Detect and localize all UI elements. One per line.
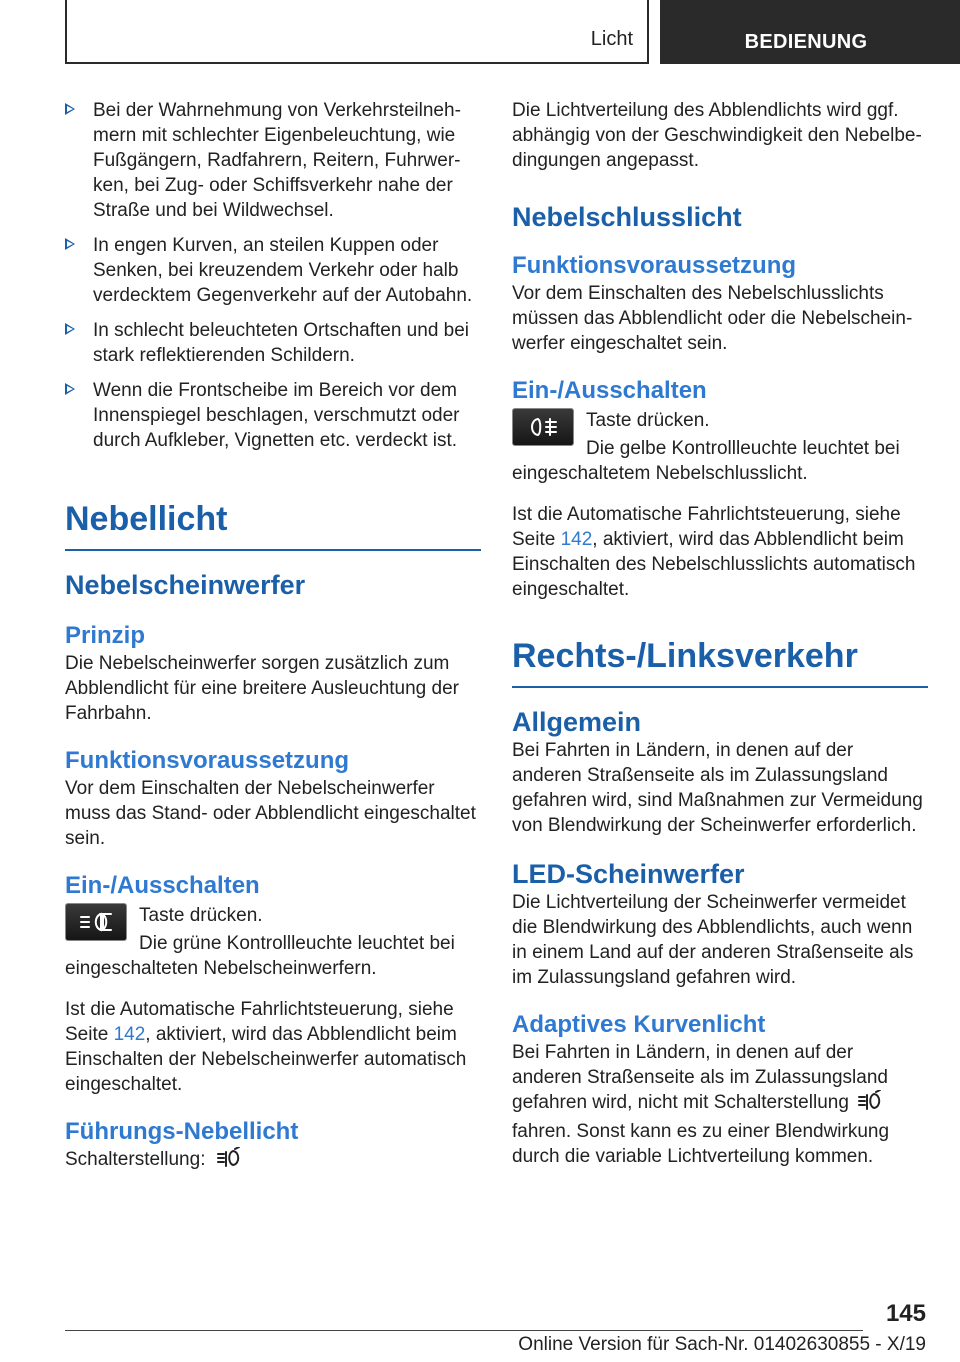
heading-rechts-linksverkehr: Rechts-/Linksverkehr	[512, 636, 928, 688]
front-fog-light-button-icon	[65, 903, 127, 941]
heading-prinzip: Prinzip	[65, 622, 146, 649]
list-item-text: In engen Kurven, an steilen Kuppen oder Senken, bei kreuzendem Verkehr oder halb verdecktem Gegenverkehr auf der Autobahn.	[93, 235, 473, 306]
allgemein-text: Bei Fahrten in Ländern, in denen auf der anderen Straßenseite als im Zulassungsland gefahren wird, sind Maßnahmen zur Vermeidung von Blendwirkung der Scheinwerfer erforderlich.	[512, 740, 923, 836]
prinzip-text: Die Nebelscheinwerfer sorgen zusätzlich zum Abblendlicht für eine breitere Ausleuchtung der Fahrbahn.	[65, 653, 459, 724]
header-section-box	[65, 0, 649, 64]
schalterstellung-text: Schalterstellung:	[65, 1147, 481, 1176]
kontroll-text-1: Die grüne Kontrollleuchte leuchtet bei	[139, 933, 455, 954]
heading-nebellicht: Nebellicht	[65, 499, 481, 551]
list-item	[65, 98, 481, 223]
left-column	[65, 98, 481, 1176]
triangle-bullet-icon	[65, 103, 75, 115]
heading-ein-ausschalten: Ein-/Ausschalten	[65, 872, 260, 899]
page-link-142-right[interactable]: 142	[560, 529, 593, 550]
triangle-bullet-icon	[65, 238, 75, 250]
fog-light-switch-icon	[858, 1090, 884, 1119]
auto-fahrlicht-text: Ist die Automatische Fahrlichtsteuerung, siehe Seite 142, aktiviert, wird das Abblendlicht beim Einschalten der Nebelscheinwerfer automatisch eingeschaltet.	[65, 999, 467, 1095]
footer-divider	[65, 1330, 863, 1331]
list-item-text: Wenn die Frontscheibe im Bereich vor dem Innenspiegel beschlagen, verschmutzt oder durch Aufkleber, Vignetten etc. verdeckt ist.	[93, 380, 460, 451]
header-chapter-tab: BEDIENUNG	[660, 0, 960, 64]
heading-nebelscheinwerfer: Nebelscheinwerfer	[65, 570, 306, 600]
kontroll-nsl-text-1: Die gelbe Kontrollleuchte leuchtet bei	[586, 438, 900, 459]
page-number: 145	[885, 1300, 926, 1327]
list-item	[65, 233, 481, 308]
auto-fahrlicht-nsl-text: Ist die Automatische Fahrlichtsteuerung, siehe Seite 142, aktiviert, wird das Abblendlicht beim Einschalten des Nebelschlusslichts automatisch eingeschaltet.	[512, 504, 916, 600]
heading-led-scheinwerfer: LED-Scheinwerfer	[512, 859, 745, 889]
funktion-text: Vor dem Einschalten der Nebelscheinwerfer muss das Stand- oder Abblendlicht eingeschaltet sein.	[65, 778, 476, 849]
fog-light-switch-icon	[217, 1147, 243, 1176]
taste-druecken-text: Taste drücken.	[139, 905, 263, 926]
taste-druecken-nsl-text: Taste drücken.	[586, 410, 710, 431]
list-item	[65, 318, 481, 368]
kontroll-text-2: eingeschalteten Nebelscheinwerfern.	[65, 958, 377, 979]
heading-funktionsvoraussetzung-nsl: Funktionsvoraussetzung	[512, 252, 797, 279]
heading-adaptives-kurvenlicht: Adaptives Kurvenlicht	[512, 1011, 766, 1038]
triangle-bullet-icon	[65, 383, 75, 395]
list-item-text: In schlecht beleuchteten Ortschaften und bei stark reflektierenden Schildern.	[93, 320, 470, 366]
list-item	[65, 378, 481, 453]
triangle-bullet-icon	[65, 323, 75, 335]
heading-nebelschlusslicht: Nebelschlusslicht	[512, 202, 742, 232]
header-section-title: Licht	[590, 28, 633, 50]
heading-funktionsvoraussetzung: Funktionsvoraussetzung	[65, 747, 350, 774]
footer-text: Online Version für Sach-Nr. 01402630855 - X/19	[518, 1334, 926, 1355]
led-text: Die Lichtverteilung der Scheinwerfer vermeidet die Blendwirkung des Abblendlichts, auch wenn in einem Land auf der anderen Straßenseite als im Zulassungsland gefahren wird.	[512, 892, 914, 988]
funktion-nsl-text: Vor dem Einschalten des Nebelschlusslichts müssen das Abblendlicht oder die Nebelscheinwerfer eingeschaltet sein.	[512, 283, 913, 354]
heading-fuehrungs-nebellicht: Führungs-Nebellicht	[65, 1118, 299, 1145]
list-item-text: Bei der Wahrnehmung von Verkehrsteilnehmern mit schlechter Eigenbeleuchtung, wie Fußgängern, Radfahrern, Reitern, Fuhrwerken, bei Zug- oder Schiffsverkehr nahe der Straße und bei Wildwechsel.	[93, 100, 461, 221]
right-column	[512, 98, 928, 1169]
kontroll-nsl-text-2: eingeschaltetem Nebelschlusslicht.	[512, 463, 808, 484]
adaptiv-text: Bei Fahrten in Ländern, in denen auf der anderen Straßenseite als im Zulassungsland gefahren wird, nicht mit Schalterstellung fahren. Sonst kann es zu einer Blendwirkung durch die variable Lichtverteilung kommen.	[512, 1042, 890, 1167]
fog-light-button-row	[65, 903, 481, 956]
rear-fog-button-row	[512, 408, 928, 461]
heading-allgemein: Allgemein	[512, 707, 642, 737]
heading-ein-ausschalten-nsl: Ein-/Ausschalten	[512, 377, 707, 404]
intro-text: Die Lichtverteilung des Abblendlichts wird ggf. abhängig von der Geschwindigkeit den Nebelbedingungen angepasst.	[512, 100, 922, 171]
rear-fog-light-button-icon	[512, 408, 574, 446]
page-link-142[interactable]: 142	[113, 1024, 146, 1045]
